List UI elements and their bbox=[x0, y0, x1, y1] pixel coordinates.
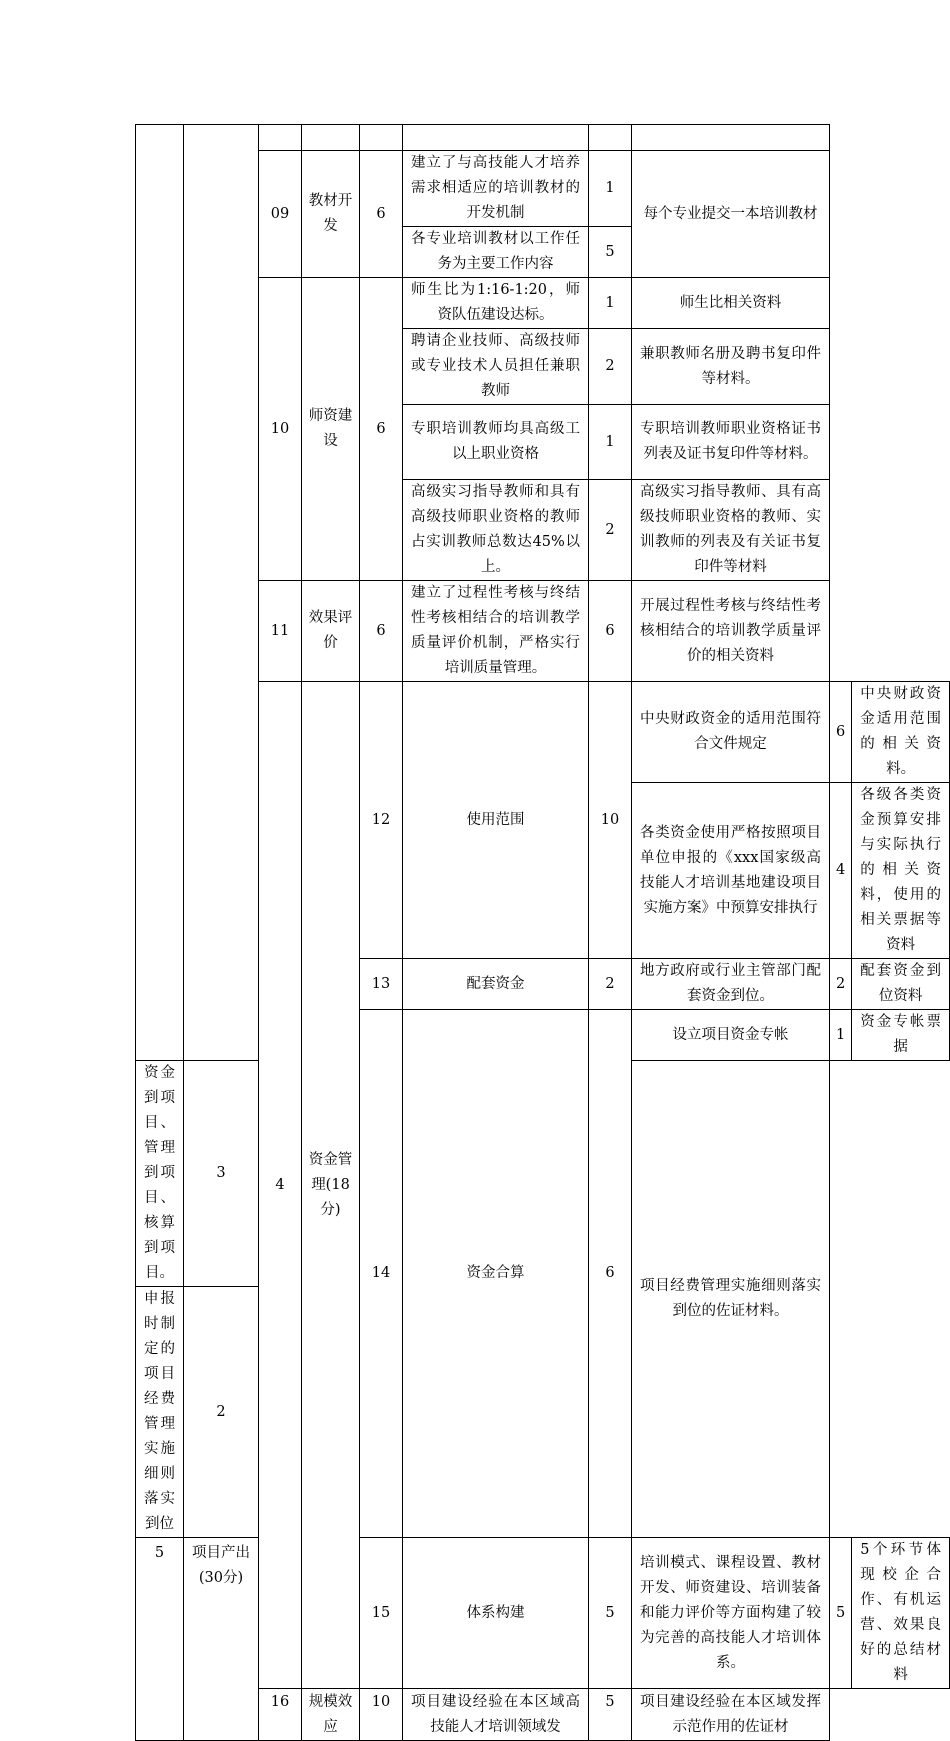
item-no: 13 bbox=[360, 959, 403, 1010]
item-score: 10 bbox=[589, 682, 632, 959]
standard-points: 3 bbox=[184, 1061, 259, 1287]
group-name-cell: 资金管理(18分) bbox=[302, 682, 360, 1689]
standard-points: 1 bbox=[589, 405, 632, 480]
item-no: 16 bbox=[259, 1689, 302, 1741]
standard-points: 6 bbox=[830, 682, 852, 783]
evidence-text: 专职培训教师职业资格证书列表及证书复印件等材料。 bbox=[632, 405, 830, 480]
evidence-text: 资金专帐票据 bbox=[852, 1010, 950, 1061]
item-score: 5 bbox=[589, 1538, 632, 1689]
group-name-cell bbox=[184, 125, 259, 1061]
item-name: 师资建设 bbox=[302, 278, 360, 581]
item-no: 12 bbox=[360, 682, 403, 959]
item-score: 6 bbox=[360, 278, 403, 581]
table-row bbox=[136, 278, 950, 329]
standard-text: 高级实习指导教师和具有高级技师职业资格的教师占实训教师总数达45%以上。 bbox=[403, 480, 589, 581]
table-row bbox=[136, 1538, 950, 1689]
standard-text: 专职培训教师均具高级工以上职业资格 bbox=[403, 405, 589, 480]
standard-points: 2 bbox=[184, 1287, 259, 1538]
group-no-cell: 5 bbox=[136, 1538, 184, 1741]
item-no: 11 bbox=[259, 581, 302, 682]
standard-points: 2 bbox=[830, 959, 852, 1010]
standard-text: 设立项目资金专帐 bbox=[632, 1010, 830, 1061]
item-name: 使用范围 bbox=[403, 682, 589, 959]
evidence-text: 各级各类资金预算安排与实际执行的相关资料，使用的相关票据等资料 bbox=[852, 783, 950, 959]
standard-points: 5 bbox=[830, 1538, 852, 1689]
standard-text: 中央财政资金的适用范围符合文件规定 bbox=[632, 682, 830, 783]
item-name: 规模效应 bbox=[302, 1689, 360, 1741]
item-name: 体系构建 bbox=[403, 1538, 589, 1689]
standard-text: 地方政府或行业主管部门配套资金到位。 bbox=[632, 959, 830, 1010]
standard-text: 申报时制定的项目经费管理实施细则落实到位 bbox=[136, 1287, 184, 1538]
standard-points: 5 bbox=[589, 1689, 632, 1741]
item-score: 6 bbox=[360, 581, 403, 682]
standard-points: 1 bbox=[589, 278, 632, 329]
standard-text: 建立了过程性考核与终结性考核相结合的培训教学质量评价机制，严格实行培训质量管理。 bbox=[403, 581, 589, 682]
evidence-text: 中央财政资金适用范围的相关资料。 bbox=[852, 682, 950, 783]
standard-points: 1 bbox=[830, 1010, 852, 1061]
item-score: 10 bbox=[360, 1689, 403, 1741]
standard-text: 培训模式、课程设置、教材开发、师资建设、培训装备和能力评价等方面构建了较为完善的高技能人才培训体系。 bbox=[632, 1538, 830, 1689]
standard-text: 各专业培训教材以工作任务为主要工作内容 bbox=[403, 227, 589, 278]
standard-points: 4 bbox=[830, 783, 852, 959]
table-row bbox=[136, 151, 950, 227]
table-row bbox=[136, 1689, 950, 1741]
item-name: 教材开发 bbox=[302, 151, 360, 278]
evidence-text: 项目建设经验在本区域发挥示范作用的佐证材 bbox=[632, 1689, 830, 1741]
item-name: 效果评价 bbox=[302, 581, 360, 682]
item-score: 6 bbox=[589, 1010, 632, 1538]
evidence-text: 每个专业提交一本培训教材 bbox=[632, 151, 830, 278]
item-no: 14 bbox=[360, 1010, 403, 1538]
evidence-text: 项目经费管理实施细则落实到位的佐证材料。 bbox=[632, 1061, 830, 1538]
item-no: 15 bbox=[360, 1538, 403, 1689]
standard-points: 2 bbox=[589, 480, 632, 581]
evidence-text: 开展过程性考核与终结性考核相结合的培训教学质量评价的相关资料 bbox=[632, 581, 830, 682]
item-score: 6 bbox=[360, 151, 403, 278]
item-no: 09 bbox=[259, 151, 302, 278]
standard-text: 资金到项目、管理到项目、核算到项目。 bbox=[136, 1061, 184, 1287]
continuation-row bbox=[136, 125, 950, 151]
standard-points: 1 bbox=[589, 151, 632, 227]
standard-text: 师生比为1:16-1:20，师资队伍建设达标。 bbox=[403, 278, 589, 329]
item-name: 配套资金 bbox=[403, 959, 589, 1010]
standard-text: 聘请企业技师、高级技师或专业技术人员担任兼职教师 bbox=[403, 329, 589, 405]
item-score: 2 bbox=[589, 959, 632, 1010]
standard-text: 建立了与高技能人才培养需求相适应的培训教材的开发机制 bbox=[403, 151, 589, 227]
evidence-text: 兼职教师名册及聘书复印件等材料。 bbox=[632, 329, 830, 405]
evaluation-table bbox=[135, 124, 950, 1741]
evidence-text: 5个环节体现校企合作、有机运营、效果良好的总结材料 bbox=[852, 1538, 950, 1689]
table-row bbox=[136, 682, 950, 783]
item-no: 10 bbox=[259, 278, 302, 581]
group-name-cell: 项目产出(30分) bbox=[184, 1538, 259, 1741]
standard-points: 2 bbox=[589, 329, 632, 405]
group-no-cell: 4 bbox=[259, 682, 302, 1689]
evidence-text: 师生比相关资料 bbox=[632, 278, 830, 329]
item-name: 资金合算 bbox=[403, 1010, 589, 1538]
evidence-text: 配套资金到位资料 bbox=[852, 959, 950, 1010]
table-row bbox=[136, 581, 950, 682]
standard-text: 项目建设经验在本区域高技能人才培训领域发 bbox=[403, 1689, 589, 1741]
evidence-text: 高级实习指导教师、具有高级技师职业资格的教师、实训教师的列表及有关证书复印件等材料 bbox=[632, 480, 830, 581]
standard-points: 6 bbox=[589, 581, 632, 682]
group-no-cell bbox=[136, 125, 184, 1061]
standard-points: 5 bbox=[589, 227, 632, 278]
standard-text: 各类资金使用严格按照项目单位申报的《xxx国家级高技能人才培训基地建设项目实施方案》中预算安排执行 bbox=[632, 783, 830, 959]
